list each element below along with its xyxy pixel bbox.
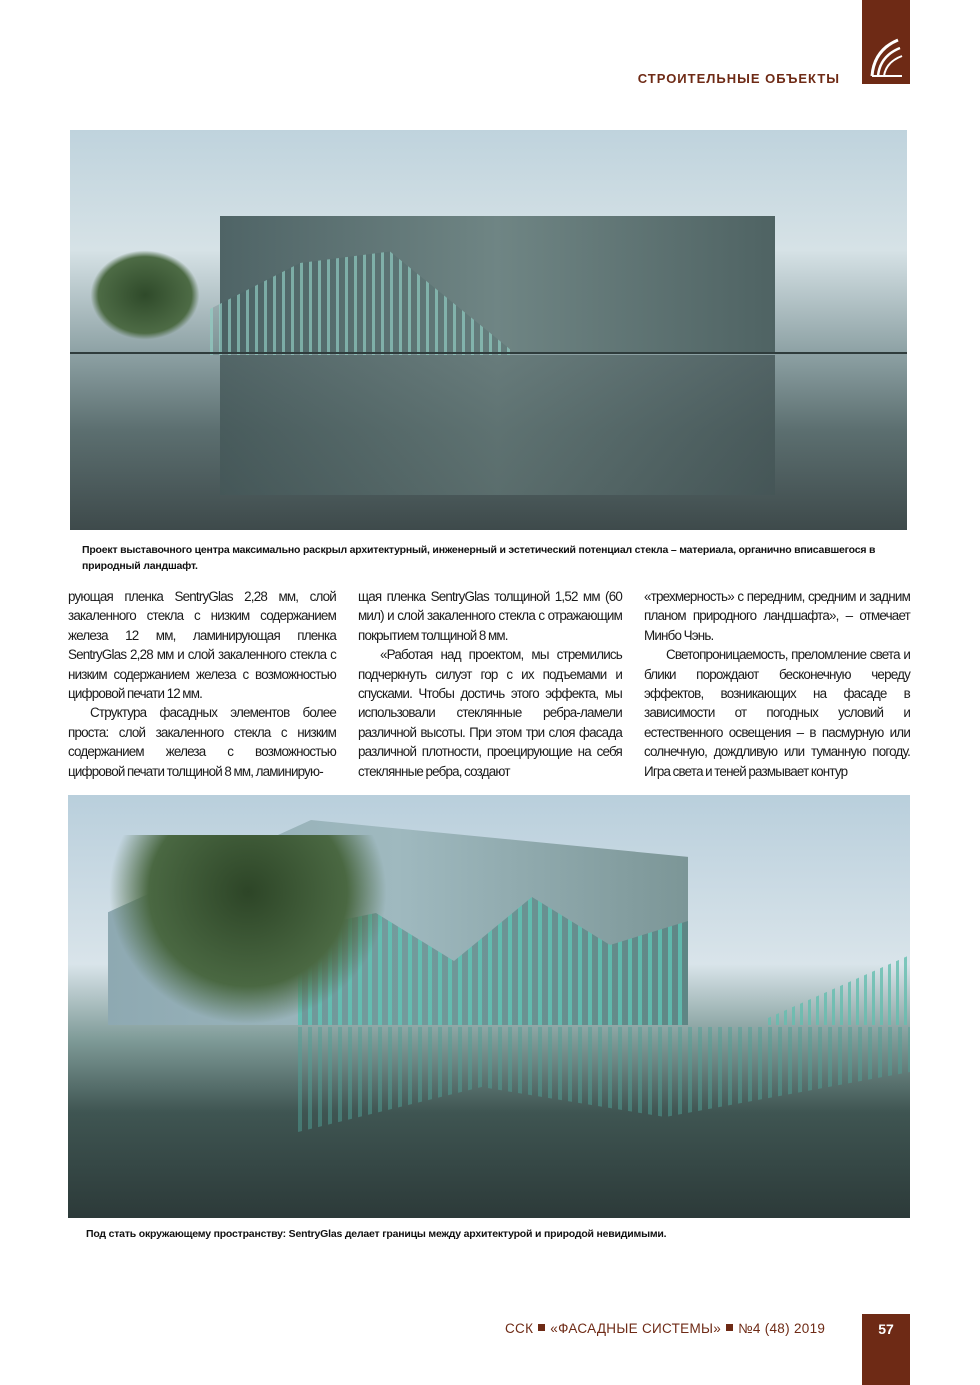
separator-square-icon bbox=[538, 1324, 545, 1331]
photo1-caption: Проект выставочного центра максимально раскрыл архитектурный, инженерный и эстетический потенциал стекла – материала, органично вписавшегося в природный ландшафт. bbox=[82, 544, 876, 572]
paragraph: рующая пленка SentryGlas 2,28 мм, слой закаленного стекла с низким содержанием железа 12 мм, ламинирующая пленка SentryGlas 2,28 мм и слой закаленного стекла с низким содержанием железа с возможностью цифровой печати 12 мм. bbox=[68, 589, 336, 702]
text-column-2 bbox=[358, 587, 622, 781]
paragraph: Структура фасадных элементов более проста: слой закаленного стекла с низким содержанием железа с возможностью цифровой печати толщиной 8 мм, ламинирую- bbox=[68, 705, 336, 779]
footer-magazine: «ФАСАДНЫЕ СИСТЕМЫ» bbox=[550, 1321, 722, 1336]
magazine-logo-icon bbox=[868, 36, 904, 80]
text-column-3 bbox=[644, 587, 910, 781]
footer-publication bbox=[505, 1321, 825, 1336]
separator-square-icon bbox=[726, 1324, 733, 1331]
glass-facade-photo bbox=[68, 795, 910, 1218]
text-column-1 bbox=[68, 587, 336, 781]
section-title: СТРОИТЕЛЬНЫЕ ОБЪЕКТЫ bbox=[637, 71, 840, 86]
paragraph: «трехмерность» с передним, средним и задним планом природного ландшафта», – отмечает Минбо Чэнь. bbox=[644, 589, 910, 643]
footer-publisher: ССК bbox=[505, 1321, 534, 1336]
paragraph: щая пленка SentryGlas толщиной 1,52 мм (60 мил) и слой закаленного стекла с отражающим покрытием толщиной 8 мм. bbox=[358, 589, 622, 643]
section-tab bbox=[862, 0, 910, 84]
photo2-caption: Под стать окружающему пространству: SentryGlas делает границы между архитектурой и природой невидимыми. bbox=[86, 1228, 667, 1240]
page-number: 57 bbox=[862, 1314, 910, 1385]
exhibition-center-photo bbox=[70, 130, 907, 530]
paragraph: «Работая над проектом, мы стремились подчеркнуть силуэт гор с их подъемами и спусками. Чтобы достичь этого эффекта, мы использовали стеклянные ребра-ламели различной высоты. При этом три слоя фасада различной плотности, проецирующие на себя стеклянные ребра, создают bbox=[358, 647, 622, 779]
footer-issue: №4 (48) 2019 bbox=[738, 1321, 826, 1336]
paragraph: Светопроницаемость, преломление света и блики порождают бесконечную череду эффектов, возникающих на фасаде в зависимости от погодных условий и естественного освещения – в пасмурную или солнечную, дождливую или туманную погоду. Игра света и теней размывает контур bbox=[644, 647, 910, 779]
